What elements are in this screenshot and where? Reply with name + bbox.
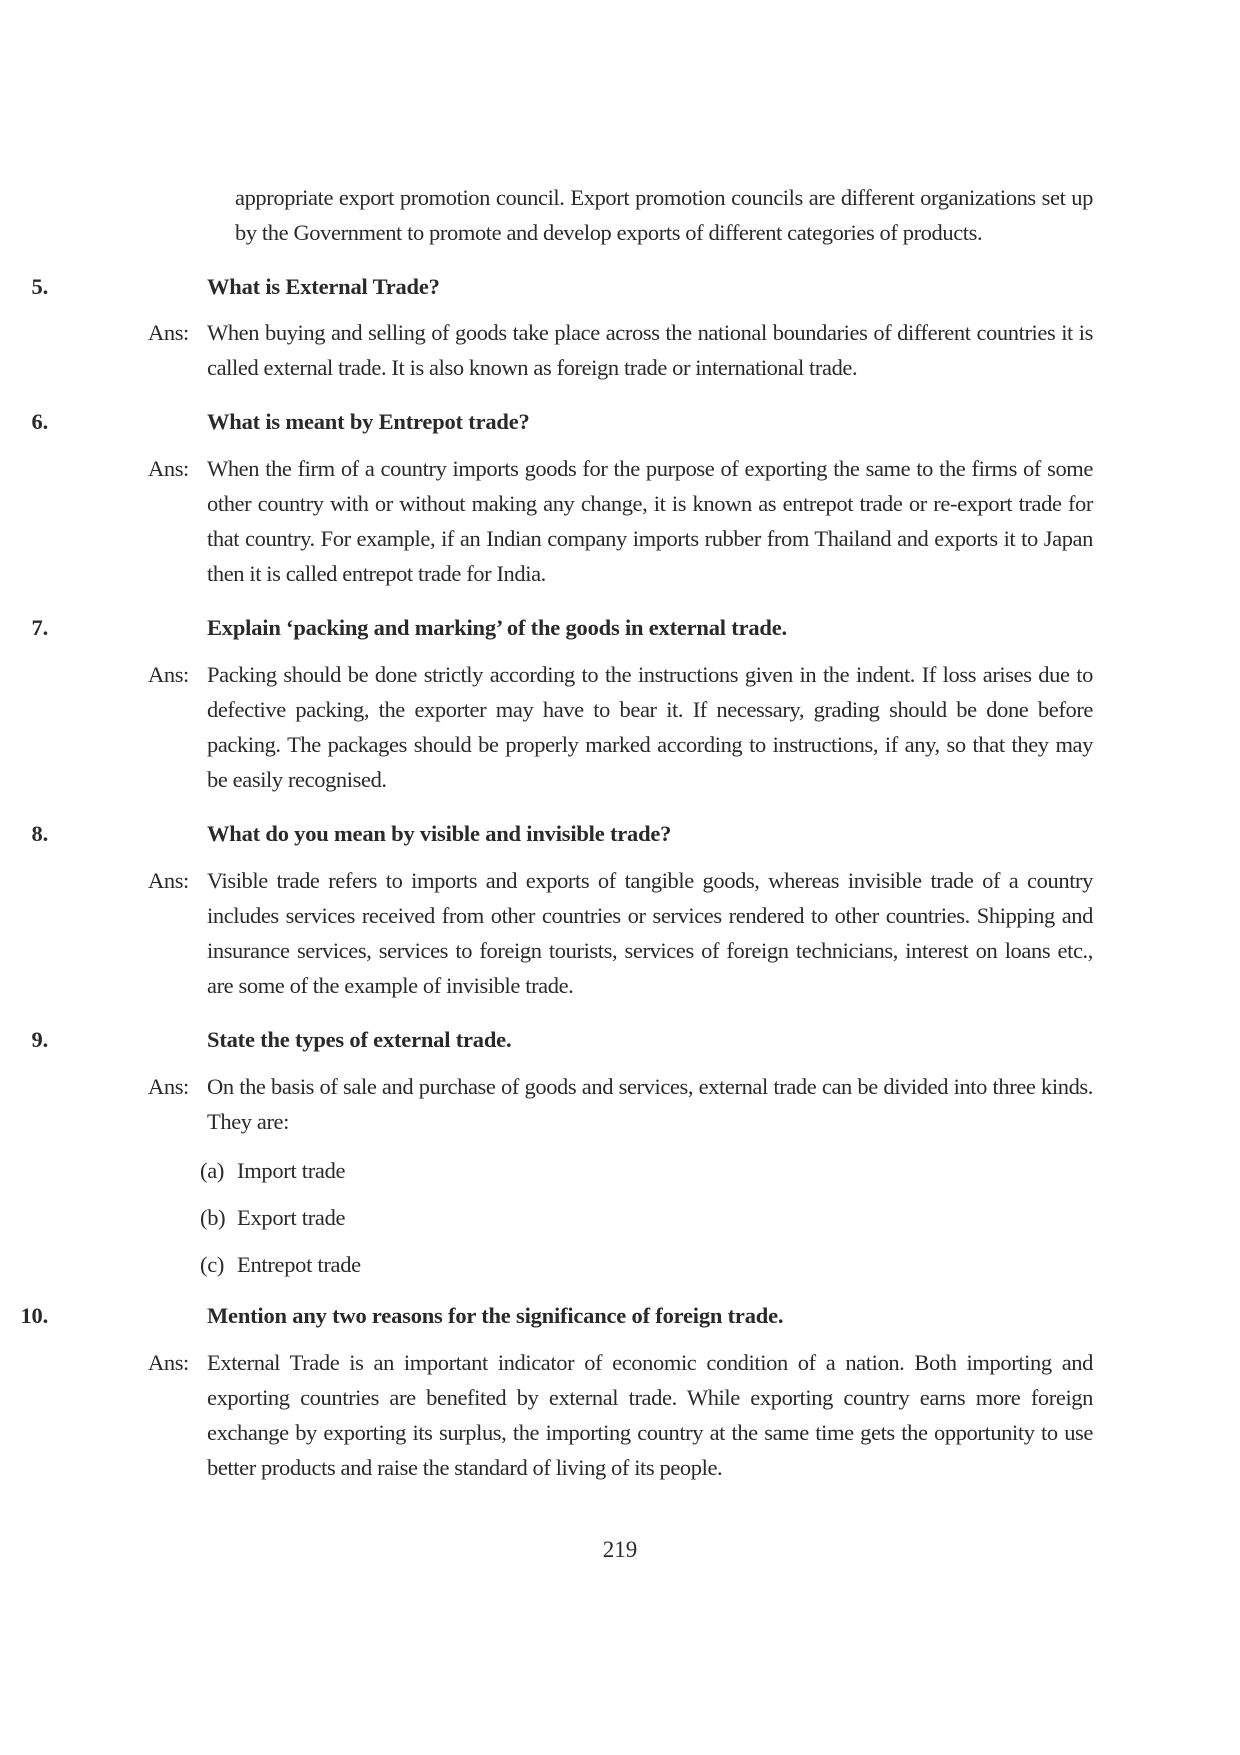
answer-label: Ans:	[148, 868, 189, 893]
question-text: Explain ‘packing and marking’ of the goods in external trade.	[207, 615, 787, 640]
answer-9	[148, 1069, 1093, 1139]
continued-answer-paragraph: appropriate export promotion council. Export promotion councils are different organizations set up by the Government to promote and develop exports of different categories of products.	[235, 185, 1093, 245]
list-item	[200, 1156, 345, 1186]
answer-label: Ans:	[148, 1074, 189, 1099]
answer-text: When buying and selling of goods take place across the national boundaries of different countries it is called external trade. It is also known as foreign trade or international trade.	[207, 320, 1093, 380]
question-text: What is External Trade?	[207, 274, 440, 299]
question-number: 10.	[20, 1303, 48, 1328]
answer-text: External Trade is an important indicator of economic condition of a nation. Both importing and exporting countries are benefited by external trade. While exporting country earns more foreign exchange by exporting its surplus, the importing country at the same time gets the opportunity to use better products and raise the standard of living of its people.	[207, 1350, 1093, 1480]
answer-label: Ans:	[148, 662, 189, 687]
answer-text: Packing should be done strictly according to the instructions given in the indent. If loss arises due to defective packing, the exporter may have to bear it. If necessary, grading should be done before packing. The packages should be properly marked according to instructions, if any, so that they may be easily recognised.	[207, 662, 1093, 792]
question-number: 5.	[31, 274, 48, 299]
question-text: What is meant by Entrepot trade?	[207, 409, 530, 434]
answer-text: On the basis of sale and purchase of goods and services, external trade can be divided into three kinds. They are:	[207, 1074, 1093, 1134]
question-number: 8.	[31, 821, 48, 846]
list-text: Entrepot trade	[237, 1252, 361, 1277]
answer-8	[148, 863, 1093, 1003]
answer-text: When the firm of a country imports goods for the purpose of exporting the same to the firms of some other country with or without making any change, it is known as entrepot trade or re-export trade for that country. For example, if an Indian company imports rubber from Thailand and exports it to Japan then it is called entrepot trade for India.	[207, 456, 1093, 586]
list-text: Import trade	[237, 1158, 346, 1183]
list-marker: (c)	[200, 1252, 225, 1277]
list-marker: (b)	[200, 1205, 226, 1230]
list-item	[200, 1203, 345, 1233]
answer-label: Ans:	[148, 456, 189, 481]
list-text: Export trade	[237, 1205, 346, 1230]
question-number: 7.	[31, 615, 48, 640]
answer-label: Ans:	[148, 320, 189, 345]
question-text: State the types of external trade.	[207, 1027, 512, 1052]
answer-6	[148, 451, 1093, 591]
question-number: 6.	[31, 409, 48, 434]
answer-5	[148, 315, 1093, 385]
list-item	[200, 1250, 361, 1280]
question-text: What do you mean by visible and invisible trade?	[207, 821, 672, 846]
page-number: 219	[602, 1537, 638, 1562]
question-text: Mention any two reasons for the significance of foreign trade.	[207, 1303, 784, 1328]
answer-label: Ans:	[148, 1350, 189, 1375]
answer-text: Visible trade refers to imports and exports of tangible goods, whereas invisible trade of a country includes services received from other countries or services rendered to other countries. Shipping and insurance services, services to foreign tourists, services of foreign technicians, interest on loans etc., are some of the example of invisible trade.	[207, 868, 1093, 998]
list-marker: (a)	[200, 1158, 225, 1183]
answer-10	[148, 1345, 1093, 1485]
answer-7	[148, 657, 1093, 797]
question-number: 9.	[31, 1027, 48, 1052]
